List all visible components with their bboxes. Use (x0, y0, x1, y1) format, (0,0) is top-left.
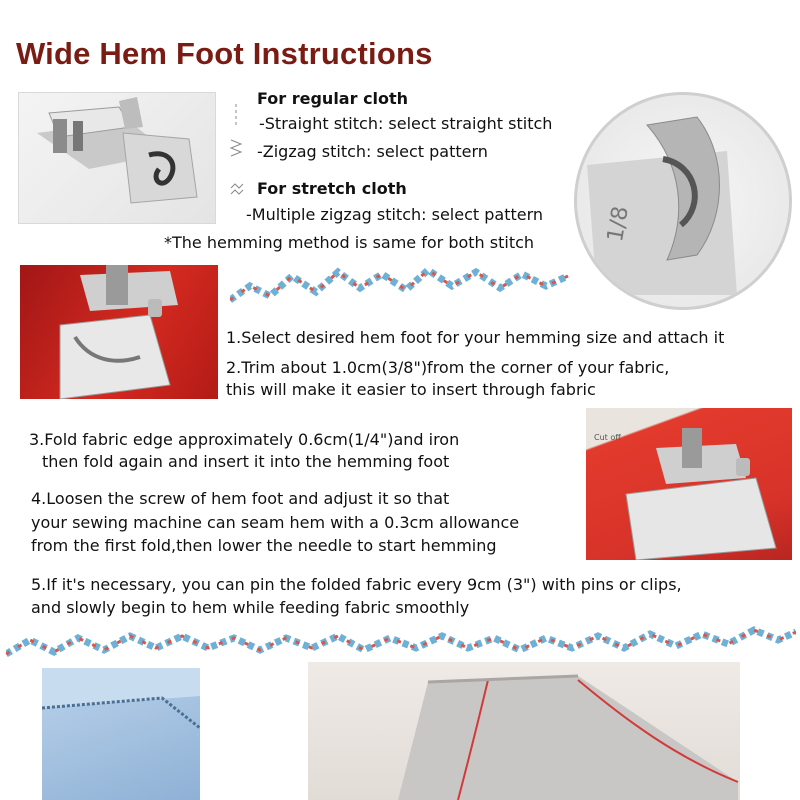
step-4-line-1: 4.Loosen the screw of hem foot and adjust it so that (31, 489, 450, 508)
step-3-line-1: 3.Fold fabric edge approximately 0.6cm(1/4")and iron (29, 430, 460, 449)
decorative-ribbon-2 (6, 622, 796, 662)
circle-mark-label: 1/8 (603, 204, 634, 244)
stitch-note: *The hemming method is same for both stitch (164, 233, 535, 252)
step-2-line-2: this will make it easier to insert through fabric (226, 380, 596, 399)
stitch-symbols (228, 100, 244, 210)
step-1: 1.Select desired hem foot for your hemming size and attach it (226, 328, 725, 347)
step-4-line-3: from the first fold,then lower the needle to start hemming (31, 536, 497, 555)
hemming-fabric-image (20, 265, 218, 399)
stretch-line-1: -Multiple zigzag stitch: select pattern (246, 205, 544, 224)
step-3-line-2: then fold again and insert it into the hemming foot (42, 452, 450, 471)
presser-foot-image (18, 92, 216, 224)
step-2-line-1: 2.Trim about 1.0cm(3/8")from the corner of your fabric, (226, 358, 670, 377)
page-title: Wide Hem Foot Instructions (16, 36, 433, 71)
blue-hemmed-fabric-image (42, 668, 200, 800)
regular-line-2: -Zigzag stitch: select pattern (257, 142, 488, 161)
stretch-cloth-heading: For stretch cloth (257, 179, 407, 198)
cut-off-label: Cut off (594, 433, 621, 442)
step-5-line-2: and slowly begin to hem while feeding fabric smoothly (31, 598, 470, 617)
hem-foot-on-fabric-image (586, 408, 792, 560)
regular-cloth-heading: For regular cloth (257, 89, 409, 108)
white-hemmed-fabric-image (308, 662, 740, 800)
decorative-ribbon-1 (230, 262, 570, 312)
step-4-line-2: your sewing machine can seam hem with a 0.3cm allowance (31, 513, 520, 532)
regular-line-1: -Straight stitch: select straight stitch (259, 114, 553, 133)
hem-foot-closeup-image (574, 92, 792, 310)
step-5-line-1: 5.If it's necessary, you can pin the folded fabric every 9cm (3") with pins or clips, (31, 575, 682, 594)
